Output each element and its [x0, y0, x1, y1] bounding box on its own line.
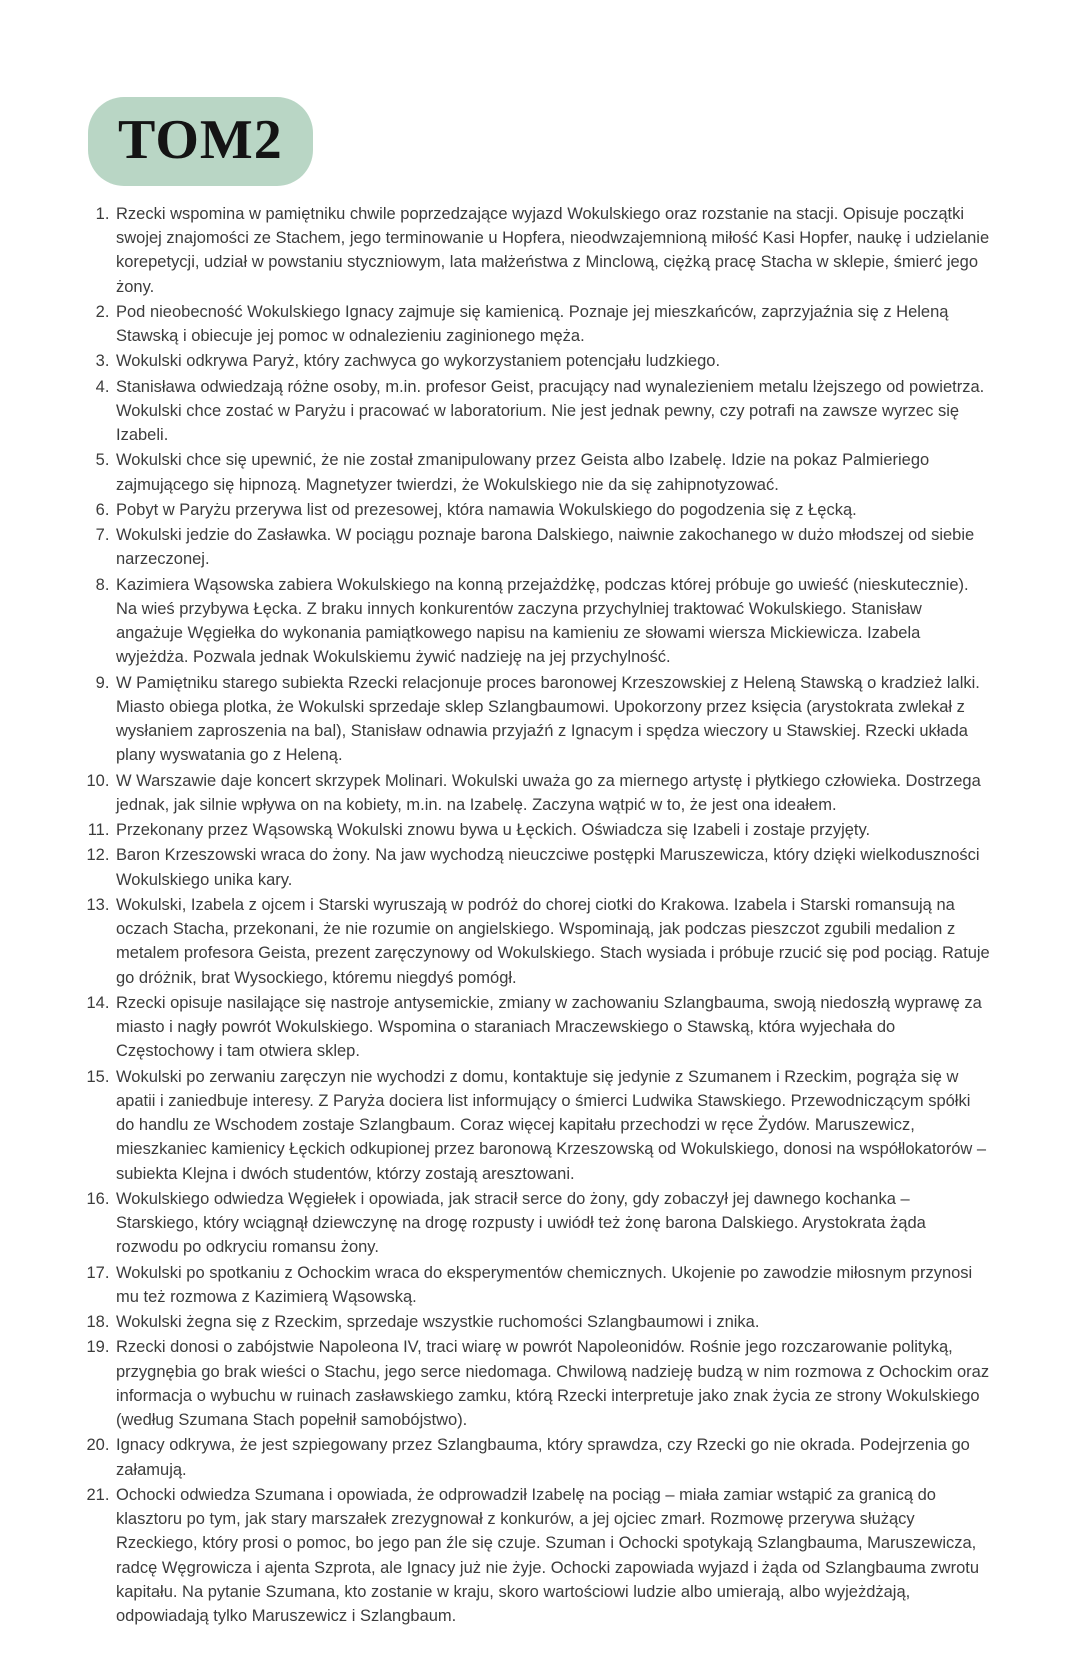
list-item: 21. Ochocki odwiedza Szumana i opowiada, że odprowadził Izabelę na pociąg – miała zamiar wstąpić za granicą do klasztoru po tym, jak stary marszałek zrezygnował z konkurów, a jej ojciec zmarł. Rozmowę przerywa służący Rzeckiego, który prosi o pomoc, bo jego pan źle się czuje. Szuman i Ochocki spotykają Szlangbauma, Maruszewicza, radcę Węgrowicza i ajenta Szprota, ale Ignacy już nie żyje. Ochocki zapowiada wyjazd i żąda od Szlangbauma zwrotu kapitału. Na pytanie Szumana, kto zostanie w kraju, skoro wartościowi ludzie albo umierają, albo wyjeżdżają, odpowiadają tylko Maruszewicz i Szlangbaum.: [114, 1483, 992, 1629]
list-item: 2. Pod nieobecność Wokulskiego Ignacy zajmuje się kamienicą. Poznaje jej mieszkańców, zaprzyjaźnia się z Heleną Stawską i obiecuje jej pomoc w odnalezieniu zaginionego męża.: [114, 300, 992, 349]
list-item: 7. Wokulski jedzie do Zasławka. W pociągu poznaje barona Dalskiego, naiwnie zakochanego w dużo młodszej od siebie narzeczonej.: [114, 523, 992, 572]
list-item: 10. W Warszawie daje koncert skrzypek Molinari. Wokulski uważa go za miernego artystę i płytkiego człowieka. Dostrzega jednak, jak silnie wpływa on na kobiety, m.in. na Izabelę. Zaczyna wątpić w to, że jest ona ideałem.: [114, 769, 992, 818]
list-item: 17. Wokulski po spotkaniu z Ochockim wraca do eksperymentów chemicznych. Ukojenie po zawodzie miłosnym przynosi mu też rozmowa z Kazimierą Wąsowską.: [114, 1261, 992, 1310]
list-item: 16. Wokulskiego odwiedza Węgiełek i opowiada, jak stracił serce do żony, gdy zobaczył jej dawnego kochanka – Starskiego, który wciągnął dziewczynę na drogę rozpusty i uwiódł też żonę barona Dalskiego. Arystokrata żąda rozwodu po odkryciu romansu żony.: [114, 1187, 992, 1260]
title-badge: [88, 97, 313, 186]
list-item: 6. Pobyt w Paryżu przerywa list od prezesowej, która namawia Wokulskiego do pogodzenia się z Łęcką.: [114, 498, 992, 522]
list-item: 13. Wokulski, Izabela z ojcem i Starski wyruszają w podróż do chorej ciotki do Krakowa. Izabela i Starski romansują na oczach Stacha, przekonani, że nie rozumie on angielskiego. Wspominają, jak podczas pieszczot zgubili medalion z metalem profesora Geista, prezent zaręczynowy od Wokulskiego. Stach wysiada i próbuje rzucić się pod pociąg. Ratuje go dróżnik, brat Wysockiego, któremu niegdyś pomógł.: [114, 893, 992, 990]
list-item: 1. Rzecki wspomina w pamiętniku chwile poprzedzające wyjazd Wokulskiego oraz rozstanie na stacji. Opisuje początki swojej znajomości ze Stachem, jego terminowanie u Hopfera, nieodwzajemnioną miłość Kasi Hopfer, naukę i udzielanie korepetycji, udział w powstaniu styczniowym, lata małżeństwa z Minclową, ciężką pracę Stacha w sklepie, śmierć jego żony.: [114, 202, 992, 299]
list-item: 8. Kazimiera Wąsowska zabiera Wokulskiego na konną przejażdżkę, podczas której próbuje go uwieść (nieskutecznie). Na wieś przybywa Łęcka. Z braku innych konkurentów zaczyna przychylniej traktować Wokulskiego. Stanisław angażuje Węgiełka do wykonania pamiątkowego napisu na kamieniu ze słowami wiersza Mickiewicza. Izabela wyjeżdża. Pozwala jednak Wokulskiemu żywić nadzieję na jej przychylność.: [114, 573, 992, 670]
list-item: 3. Wokulski odkrywa Paryż, który zachwyca go wykorzystaniem potencjału ludzkiego.: [114, 349, 992, 373]
list-item: 19. Rzecki donosi o zabójstwie Napoleona IV, traci wiarę w powrót Napoleonidów. Rośnie jego rozczarowanie polityką, przygnębia go brak wieści o Stachu, jego serce niedomaga. Chwilową nadzieję budzą w nim rozmowa z Ochockim oraz informacja o wybuchu w ruinach zasławskiego zamku, którą Rzecki interpretuje jako znak życia ze strony Wokulskiego (według Szumana Stach popełnił samobójstwo).: [114, 1335, 992, 1432]
list-item: 9. W Pamiętniku starego subiekta Rzecki relacjonuje proces baronowej Krzeszowskiej z Heleną Stawską o kradzież lalki. Miasto obiega plotka, że Wokulski sprzedaje sklep Szlangbaumowi. Upokorzony przez księcia (arystokrata zwlekał z wysłaniem zaproszenia na bal), Stanisław odnawia przyjaźń z Ignacym i spędza wieczory u Stawskiej. Rzecki układa plany wyswatania go z Heleną.: [114, 671, 992, 768]
list-item: 12. Baron Krzeszowski wraca do żony. Na jaw wychodzą nieuczciwe postępki Maruszewicza, który dzięki wielkoduszności Wokulskiego unika kary.: [114, 843, 992, 892]
list-item: 15. Wokulski po zerwaniu zaręczyn nie wychodzi z domu, kontaktuje się jedynie z Szumanem i Rzeckim, pogrąża się w apatii i zaniedbuje interesy. Z Paryża dociera list informujący o śmierci Ludwika Stawskiego. Przewodniczącym spółki do handlu ze Wschodem zostaje Szlangbaum. Coraz więcej kapitału przechodzi w ręce Żydów. Maruszewicz, mieszkaniec kamienicy Łęckich odkupionej przez baronową Krzeszowską od Wokulskiego, donosi na współlokatorów – subiekta Klejna i dwóch studentów, którzy zostają aresztowani.: [114, 1065, 992, 1186]
list-item: 14. Rzecki opisuje nasilające się nastroje antysemickie, zmiany w zachowaniu Szlangbauma, swoją niedoszłą wyprawę za miasto i nagły powrót Wokulskiego. Wspomina o staraniach Mraczewskiego o Stawską, która wyjechała do Częstochowy i tam otwiera sklep.: [114, 991, 992, 1064]
list-item: 5. Wokulski chce się upewnić, że nie został zmanipulowany przez Geista albo Izabelę. Idzie na pokaz Palmieriego zajmującego się hipnozą. Magnetyzer twierdzi, że Wokulskiego nie da się zahipnotyzować.: [114, 448, 992, 497]
page-title: TOM2: [118, 109, 283, 171]
list-item: 11. Przekonany przez Wąsowską Wokulski znowu bywa u Łęckich. Oświadcza się Izabeli i zostaje przyjęty.: [114, 818, 992, 842]
list-item: 20. Ignacy odkrywa, że jest szpiegowany przez Szlangbauma, który sprawdza, czy Rzecki go nie okrada. Podejrzenia go załamują.: [114, 1433, 992, 1482]
list-item: 4. Stanisława odwiedzają różne osoby, m.in. profesor Geist, pracujący nad wynalezieniem metalu lżejszego od powietrza. Wokulski chce zostać w Paryżu i pracować w laboratorium. Nie jest jednak pewny, czy potrafi na zawsze wyrzec się Izabeli.: [114, 375, 992, 448]
list-item: 18. Wokulski żegna się z Rzeckim, sprzedaje wszystkie ruchomości Szlangbaumowi i znika.: [114, 1310, 992, 1334]
summary-list: [85, 202, 992, 1629]
